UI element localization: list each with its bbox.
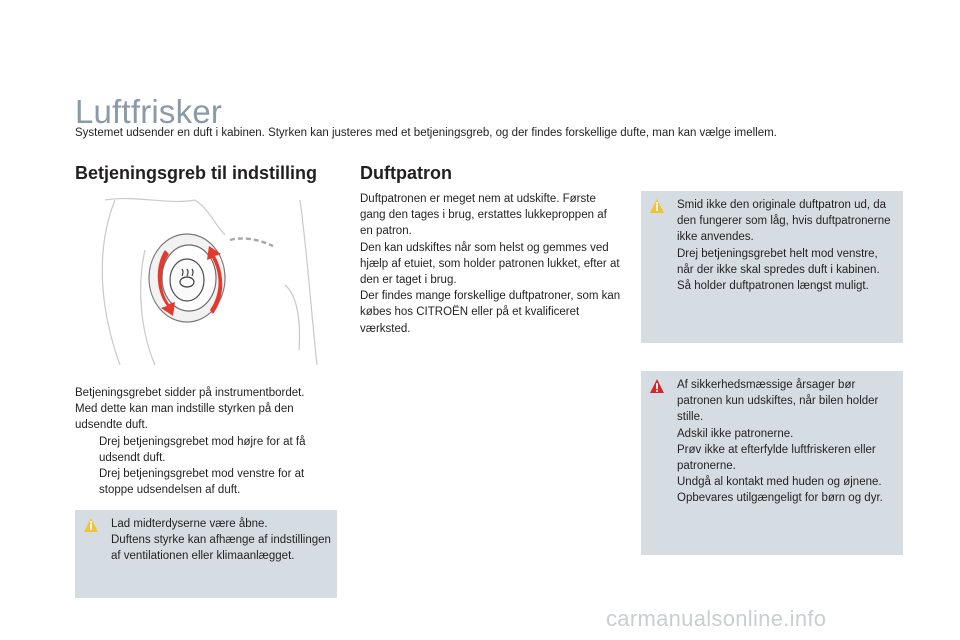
warning-text: Af sikkerhedsmæssige årsager bør patronen kun udskiftes, når bilen holder stille. [677, 379, 879, 424]
control-location-text: Betjeningsgrebet sidder på instrumentbordet. [75, 387, 305, 399]
intro-text: Systemet udsender en duft i kabinen. Styrken kan justeres med et betjeningsgreb, og der findes forskellige dufte, man kan vælge imellem. [75, 127, 777, 139]
bullet-mark [75, 466, 99, 498]
info-box-vents [75, 510, 337, 598]
cartridge-text: Duftpatronen er meget nem at udskifte. Første gang den tages i brug, erstattes lukkeproppen af en patron. [360, 193, 607, 238]
page-title: Luftfrisker [75, 93, 223, 130]
info-icon [649, 198, 665, 214]
bullet-text: Drej betjeningsgrebet mod venstre for at stoppe udsendelsen af duft. [99, 468, 305, 497]
info-text: Lad midterdyserne være åbne. [111, 518, 268, 530]
info-box-cartridge [641, 191, 903, 343]
watermark: carmanualsonline.info [606, 606, 827, 631]
warning-text: Opbevares utilgængeligt for børn og dyr. [677, 492, 883, 505]
info-text: Smid ikke den originale duftpatron ud, da den fungerer som låg, hvis duftpatronerne ikke anvendes. [677, 199, 891, 244]
bullet-item [75, 434, 335, 466]
control-knob-illustration [75, 190, 337, 370]
bullet-item [75, 466, 335, 498]
bullet-mark [75, 434, 99, 466]
warning-box-cartridge [641, 371, 903, 555]
warning-text: Adskil ikke patronerne. [677, 427, 794, 440]
control-purpose-text: Med dette kan man indstille styrken på den udsendte duft. [75, 403, 294, 432]
info-icon [83, 517, 99, 533]
cartridge-text: Den kan udskiftes når som helst og gemmes ved hjælp af etuiet, som holder patronen lukket, efter at den er taget i brug. [360, 241, 620, 287]
cartridge-description [360, 191, 622, 337]
info-text: Drej betjeningsgrebet helt mod venstre, når der ikke skal spredes duft i kabinen. [677, 247, 880, 276]
control-description [75, 385, 335, 498]
bullet-text: Drej betjeningsgrebet mod højre for at få udsendt duft. [99, 435, 306, 464]
section-heading-control: Betjeningsgreb til indstilling [75, 163, 318, 183]
cartridge-text: Der findes mange forskellige duftpatroner, som kan købes hos CITROËN eller på et kvalificeret værksted. [360, 290, 621, 335]
info-text: Så holder duftpatronen længst muligt. [677, 280, 869, 293]
warning-text: Undgå al kontakt med huden og øjnene. [677, 476, 882, 489]
section-heading-cartridge: Duftpatron [360, 163, 452, 183]
warning-text: Prøv ikke at efterfylde luftfriskeren eller patronerne. [677, 443, 876, 473]
warning-icon [649, 378, 665, 394]
info-text: Duftens styrke kan afhænge af indstillingen af ventilationen eller klimaanlægget. [111, 534, 331, 563]
